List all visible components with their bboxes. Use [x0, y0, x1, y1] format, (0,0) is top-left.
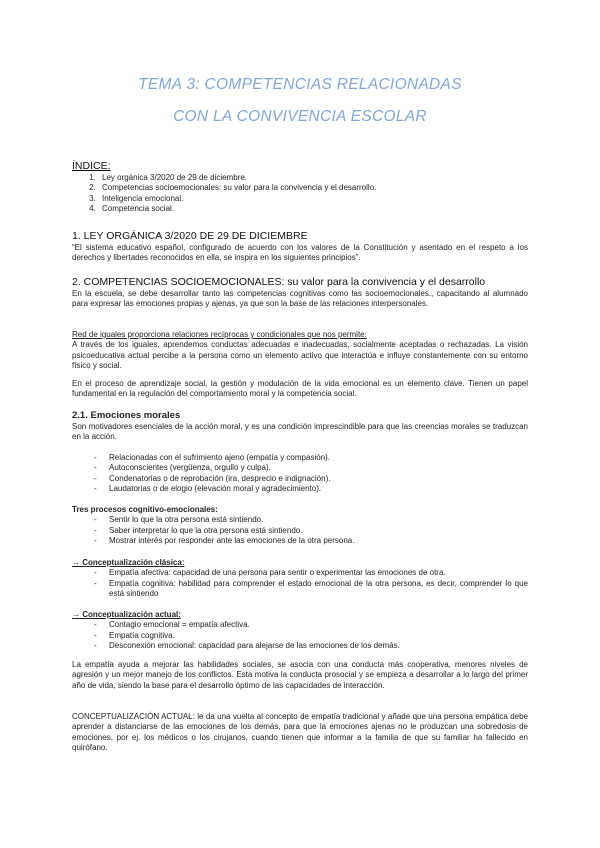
social-learning	[72, 379, 528, 400]
list-item: - Relacionadas con el sufrimiento ajeno (empatía y compasión).	[94, 453, 528, 463]
index-section	[72, 160, 528, 215]
section-2-1-intro: Son motivadores esenciales de la acción moral, y es una condición imprescindible para que las creencias morales se traduzcan en la acción.	[72, 422, 528, 442]
list-item: - Sentir lo que la otra persona está sintiendo.	[94, 515, 528, 525]
index-list	[72, 173, 528, 215]
list-item: - Autoconscientes (vergüenza, orgullo y culpa).	[94, 463, 528, 473]
conclusion-paragraph	[72, 712, 528, 754]
list-item: - Saber interpretar lo que la otra persona está sintiendo.	[94, 526, 528, 536]
section-2	[72, 276, 528, 310]
empathy-paragraph	[72, 660, 528, 691]
list-item: - Mostrar interés por responder ante las emociones de la otra persona.	[94, 536, 528, 546]
section-2-intro: En la escuela, se debe desarrollar tanto las competencias cognitivas como las socioemocionales., capacitando al alumnado para expresar las emociones propias y ajenas, ya que son la base de las relaciones interpersonales.	[72, 289, 528, 309]
index-item: 3. Inteligencia emocional.	[98, 194, 528, 204]
processes-block	[72, 505, 528, 547]
document-title-line2: CON LA CONVIVENCIA ESCOLAR	[173, 108, 427, 125]
section-2-heading: 2. COMPETENCIAS SOCIOEMOCIONALES: su valor para la convivencia y el desarrollo	[72, 276, 486, 288]
index-heading: ÍNDICE:	[72, 160, 111, 172]
peer-network-heading: Red de iguales proporciona relaciones recíprocas y condicionales que nos permite:	[72, 330, 367, 339]
section-1	[72, 230, 528, 264]
social-learning-text: En el proceso de aprendizaje social, la gestión y modulación de la vida emocional es un elemento clave. Tienen un papel fundamental en la regulación del comportamiento moral y la competencia social.	[72, 379, 528, 399]
index-item: 2. Competencias socioemocionales: su valor para la convivencia y el desarrollo.	[98, 183, 528, 193]
actual-heading: → Conceptualización actual:	[72, 610, 181, 619]
section-2-1	[72, 410, 528, 443]
list-item: - Contagio emocional = empatía afectiva.	[94, 620, 528, 630]
empathy-text: La empatía ayuda a mejorar las habilidades sociales, se asocia con una conducta más cooperativa, menores niveles de agresión y un mejor manejo de los conflictos. Esta motiva la conducta prosocial y se empieza a desarrollar a lo largo del primer año de vida, siendo la base para el desarrollo óptimo de las capacidades de interacción.	[72, 660, 528, 690]
classic-heading: → Conceptualización clásica:	[72, 558, 185, 567]
classic-block	[72, 558, 528, 600]
peer-network	[72, 330, 528, 372]
section-1-heading: 1. LEY ORGÁNICA 3/2020 DE 29 DE DICIEMBRE	[72, 230, 308, 242]
peer-network-text: A través de los iguales, aprendemos conductas adecuadas e inadecuadas, socialmente aceptadas o rechazadas. La visión psicoeducativa actual percibe a la persona como un elemento activo que interactúa e influye constantemente con su entorno físico y social.	[72, 340, 528, 371]
index-item: 4. Competencia social.	[98, 204, 528, 214]
moral-emotions-list	[72, 453, 528, 495]
list-item: - Desconexión emocional: capacidad para alejarse de las emociones de los demás.	[94, 641, 528, 651]
document-title-line1: TEMA 3: COMPETENCIAS RELACIONADAS	[138, 76, 462, 93]
list-item: - Condenatorias o de reprobación (ira, desprecio e indignación).	[94, 474, 528, 484]
section-2-1-heading: 2.1. Emociones morales	[72, 410, 181, 421]
list-item: - Empatía cognitiva: habilidad para comprender el estado emocional de la otra persona, es decir, comprender lo que está sintiendo	[94, 579, 528, 600]
list-item: - Laudatorias o de elogio (elevación moral y agradecimiento).	[94, 484, 528, 494]
conclusion-text: CONCEPTUALIZACIÓN ACTUAL: le da una vuelta al concepto de empatía tradicional y añade que una persona empática debe aprender a distanciarse de las emociones de los demás, para que la emociones ajenas no le produzcan una sobredosis de emociones, por ej. los médicos o los cirujanos, cuando tienen que informar a la familia de que su familiar ha fallecido en quirófano.	[72, 712, 528, 753]
actual-block	[72, 610, 528, 652]
index-item: 1. Ley orgánica 3/2020 de 29 de diciembre.	[98, 173, 528, 183]
section-1-quote: “El sistema educativo español, configurado de acuerdo con los valores de la Constitución y asentado en el respeto a los derechos y libertades reconocidos en ella, se inspira en los siguientes principios”.	[72, 243, 528, 263]
processes-heading: Tres procesos cognitivo-emocionales:	[72, 505, 218, 514]
list-item: - Empatía afectiva: capacidad de una persona para sentir o experimentar las emociones de otra.	[94, 568, 528, 578]
list-item: - Empatía cognitiva.	[94, 631, 528, 641]
